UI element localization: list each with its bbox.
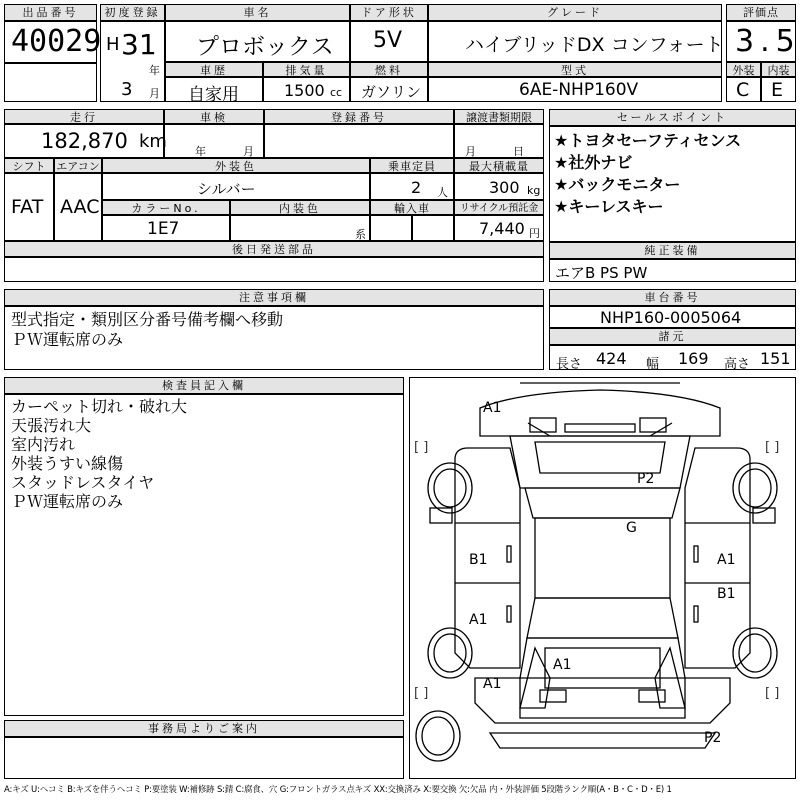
damage-mark-back-door: A1 (553, 657, 572, 673)
damage-mark-rear-bumper: P2 (704, 730, 722, 746)
recycle-unit: 円 (529, 227, 540, 240)
exterior-header: 外装 (726, 62, 761, 77)
first-registration-cell (100, 21, 165, 77)
exterior-color: シルバー (197, 180, 256, 198)
aircon: AAC (60, 196, 100, 218)
sales-point-item: ★社外ナビ (554, 153, 633, 172)
interior-grade-cell (761, 77, 796, 102)
capacity: 2 (411, 178, 422, 197)
damage-mark-front-bumper: A1 (483, 400, 502, 416)
registration-number-header: 登録番号 (264, 109, 454, 124)
color-number: 1E7 (147, 219, 180, 239)
sales-point-item: ★バックモニター (554, 175, 681, 194)
transfer-day-unit: 日 (513, 145, 524, 158)
max-load-unit: kg (527, 184, 541, 197)
bracket-left-upper: [ ] (414, 440, 429, 455)
damage-mark-right-rear-door: B1 (717, 586, 736, 602)
car-name-cell (165, 21, 350, 62)
aircon-cell (54, 173, 102, 241)
first-registration-header: 初度登録 (100, 4, 165, 21)
sales-points-header: セールスポイント (549, 109, 796, 126)
inspector-line: ＰＷ運転席のみ (11, 492, 124, 511)
mileage-header: 走行 (4, 109, 164, 124)
lot-number-header: 出品番号 (4, 4, 97, 21)
inspection-month-unit: 月 (243, 145, 254, 158)
height: 151 (760, 349, 791, 368)
damage-mark-left-quarter: A1 (483, 676, 502, 692)
interior-color-header: 内装色 (230, 200, 370, 215)
model: 6AE-NHP160V (519, 80, 639, 100)
inspector-line: 外装うすい線傷 (11, 454, 124, 473)
dimensions-cell (549, 345, 796, 370)
exterior-color-cell (102, 173, 370, 200)
width: 169 (678, 349, 709, 368)
capacity-unit: 人 (437, 186, 448, 199)
transfer-deadline-header: 譲渡書類期限 (454, 109, 544, 124)
damage-mark-left-rear-door: A1 (469, 612, 488, 628)
capacity-header: 乗車定員 (370, 158, 454, 173)
mileage-cell (4, 124, 167, 158)
equipment-header: 純正装備 (549, 242, 796, 259)
color-number-cell (102, 215, 230, 241)
history-header: 車歴 (165, 62, 263, 77)
inspector-line: カーペット切れ・破れ大 (11, 397, 188, 416)
inspection-header: 車検 (164, 109, 264, 124)
registration-year: 31 (121, 28, 157, 61)
car-outline (410, 378, 795, 778)
office-header: 事務局よりご案内 (4, 720, 404, 737)
inspector-line: 天張汚れ大 (11, 416, 92, 435)
shift-cell (4, 173, 54, 241)
recycle-deposit: 7,440 (479, 219, 525, 238)
door-header: ドア形状 (350, 4, 428, 21)
inspector-cell (4, 394, 404, 716)
grade-cell (428, 21, 722, 62)
door-type: 5V (373, 28, 403, 53)
car-name: プロボックス (196, 34, 334, 60)
exterior-grade-cell (726, 77, 761, 102)
registration-month-cell (100, 77, 165, 102)
displacement-cell (263, 77, 350, 102)
inspector-header: 検査員記入欄 (4, 377, 404, 394)
length-label: 長さ (556, 357, 583, 372)
shift: FAT (11, 196, 44, 218)
length: 424 (596, 349, 627, 368)
inspector-line: 室内汚れ (11, 435, 76, 454)
registration-number-cell (264, 124, 454, 158)
transfer-month-unit: 月 (465, 145, 476, 158)
lot-number: 40029 (11, 24, 102, 59)
damage-mark-hood: P2 (637, 471, 655, 487)
year-unit: 年 (149, 64, 160, 77)
score-header: 評価点 (726, 4, 796, 21)
inspection-cell (164, 124, 264, 158)
displacement-unit: cc (330, 86, 343, 99)
sales-point-item: ★トヨタセーフティセンス (554, 131, 742, 150)
lot-blank-cell (4, 63, 97, 102)
width-label: 幅 (646, 357, 660, 372)
interior-grade: E (771, 79, 784, 101)
grade-header: グレード (428, 4, 722, 21)
displacement: 1500 (284, 81, 325, 100)
displacement-header: 排気量 (263, 62, 350, 77)
history-cell (165, 77, 263, 105)
model-header: 型式 (428, 62, 722, 77)
sales-points-cell (549, 126, 796, 242)
height-label: 高さ (724, 357, 751, 372)
history: 自家用 (188, 85, 239, 105)
fuel: ガソリン (361, 83, 422, 101)
import-cell-b (412, 215, 454, 241)
caution-line: ＰＷ運転席のみ (11, 330, 124, 349)
damage-mark-left-front-door: B1 (469, 552, 488, 568)
door-cell (350, 21, 428, 62)
aircon-header: エアコン (54, 158, 102, 173)
caution-cell (4, 306, 544, 370)
damage-diagram (409, 377, 796, 779)
max-load-header: 最大積載量 (454, 158, 544, 173)
import-cell-a (370, 215, 412, 241)
inspector-line: スタッドレスタイヤ (11, 473, 155, 492)
bracket-right-upper: [ ] (765, 440, 780, 455)
max-load: 300 (489, 178, 520, 197)
color-number-header: カラーNo. (102, 200, 230, 215)
exterior-color-header: 外装色 (102, 158, 370, 173)
shift-header: シフト (4, 158, 54, 173)
chassis-header: 車台番号 (549, 289, 796, 306)
import-header: 輸入車 (370, 200, 454, 215)
era: H (106, 34, 120, 55)
bracket-left-lower: [ ] (414, 686, 429, 701)
model-cell (428, 77, 722, 102)
recycle-header: リサイクル預託金 (454, 200, 544, 215)
caution-header: 注意事項欄 (4, 289, 544, 306)
interior-color-cell (230, 215, 370, 241)
max-load-cell (454, 173, 544, 200)
interior-header: 内装 (761, 62, 796, 77)
grade: ハイブリッドDX コンフォート (465, 34, 724, 56)
later-parts-cell (4, 257, 544, 282)
inspection-year-unit: 年 (195, 145, 206, 158)
damage-mark-right-front-door: A1 (717, 552, 736, 568)
transfer-deadline-cell (454, 124, 544, 158)
registration-month: 3 (121, 79, 133, 100)
recycle-cell (454, 215, 544, 241)
sales-point-item: ★キーレスキー (554, 197, 664, 216)
damage-mark-windshield: G (626, 520, 637, 536)
later-parts-header: 後日発送部品 (4, 241, 544, 257)
lot-number-cell (4, 21, 102, 63)
dimensions-header: 諸元 (549, 328, 796, 345)
exterior-grade: C (736, 79, 750, 101)
interior-color-suffix: 系 (355, 228, 366, 241)
mileage-unit: km (139, 131, 167, 152)
equipment: エアB PS PW (555, 264, 648, 282)
office-cell (4, 737, 404, 779)
chassis-cell (549, 306, 796, 328)
car-name-header: 車名 (165, 4, 350, 21)
chassis-number: NHP160-0005064 (600, 308, 742, 327)
fuel-cell (350, 77, 428, 102)
equipment-cell (549, 259, 796, 282)
month-unit: 月 (149, 87, 160, 100)
caution-line: 型式指定・類別区分番号備考欄へ移動 (11, 310, 284, 329)
capacity-cell (370, 173, 454, 200)
legend: A:キズ U:ヘコミ B:キズを伴うヘコミ P:要塗装 W:補修跡 S:錆 C:腐食、穴 G:フロントガラス点キズ XX:交換済み X:要交換 欠:欠品 内・外装評価 5段階ランク順(A・B・C・D・E) 1 (4, 785, 672, 795)
bracket-right-lower: [ ] (765, 686, 780, 701)
score-cell (726, 21, 801, 62)
fuel-header: 燃料 (350, 62, 428, 77)
score: 3.5 (735, 24, 801, 59)
mileage: 182,870 (41, 129, 128, 153)
